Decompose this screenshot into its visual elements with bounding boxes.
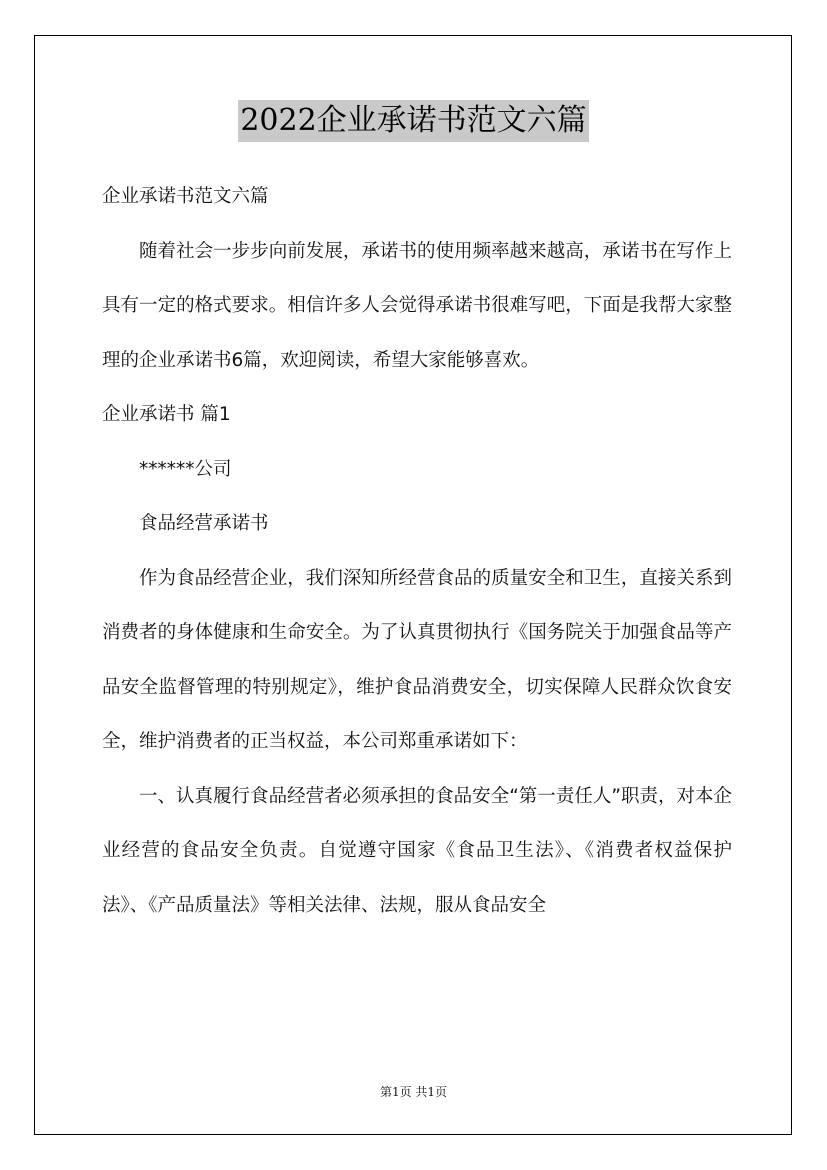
document-body xyxy=(102,170,732,933)
page-footer: 第1页 共1页 xyxy=(379,1085,448,1099)
section-heading: 企业承诺书 篇1 xyxy=(102,404,231,425)
commitment-item-1: 一、认真履行食品经营者必须承担的食品安全“第一责任人”职责，对本企业经营的食品安全负责。自觉遵守国家《食品卫生法》、《消费者权益保护法》、《产品质量法》等相关法律、法规，服从食品安全 xyxy=(102,785,732,916)
letter-heading: 食品经营承诺书 xyxy=(139,513,269,534)
subtitle-paragraph: 企业承诺书范文六篇 xyxy=(102,186,269,207)
intro-paragraph: 随着社会一步步向前发展，承诺书的使用频率越来越高，承诺书在写作上具有一定的格式要求。相信许多人会觉得承诺书很难写吧，下面是我帮大家整理的企业承诺书6篇，欢迎阅读，希望大家能够喜欢。 xyxy=(102,240,732,371)
title-container xyxy=(0,100,827,142)
body-paragraph: 作为食品经营企业，我们深知所经营食品的质量安全和卫生，直接关系到消费者的身体健康和生命安全。为了认真贯彻执行《国务院关于加强食品等产品安全监督管理的特别规定》，维护食品消费安全，切实保障人民群众饮食安全，维护消费者的正当权益，本公司郑重承诺如下： xyxy=(102,567,732,752)
document-title: 2022企业承诺书范文六篇 xyxy=(238,100,588,142)
company-name: ******公司 xyxy=(139,458,232,480)
